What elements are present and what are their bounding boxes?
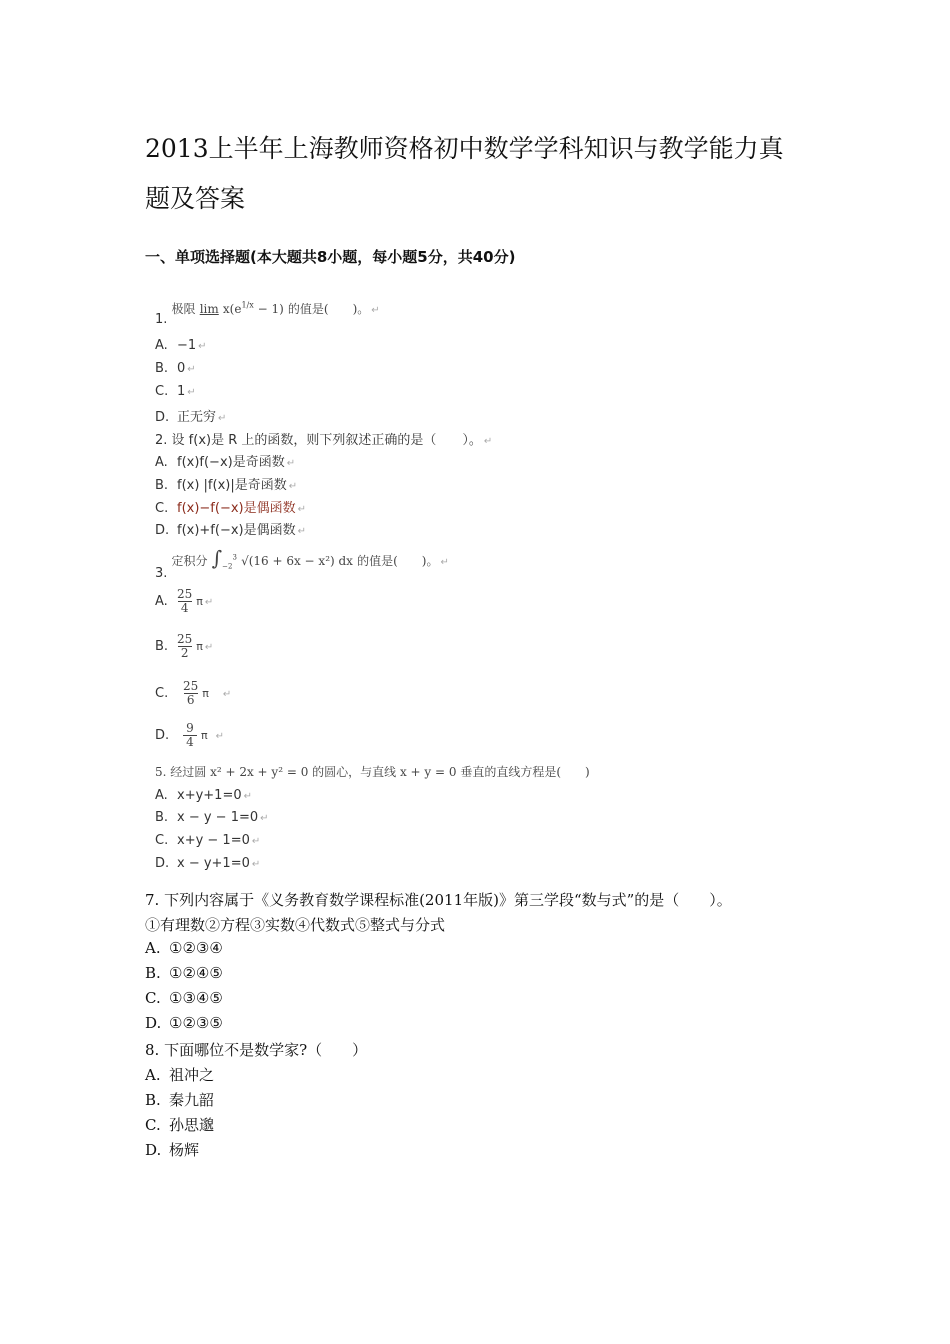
question-3-option-d: D. $\frac{9}{4}$ π ↵ <box>155 721 225 749</box>
question-3-text-b: 的值是( )。 <box>357 554 439 568</box>
question-8-option-d: D. 杨辉 <box>145 1141 200 1159</box>
question-1-stem: 1. 极限 $\lim x(e^{1/x} - 1)$ 的值是( )。 ↵ <box>155 300 380 327</box>
question-2-option-b: B. f(x) |f(x)|是奇函数 ↵ <box>155 478 298 493</box>
question-3-option-b: B. $\frac{25}{2}$ π ↵ <box>155 632 214 660</box>
question-3-stem: 3. 定积分 $\int_{-2}^3$ √(16 + 6x − x²) dx 的值是( )。 ↵ <box>155 546 449 581</box>
question-8-option-a: A. 祖冲之 <box>145 1066 215 1084</box>
question-1-option-d: D. 正无穷 ↵ <box>155 410 227 425</box>
question-3-integral-sign: ∫ <box>211 546 223 570</box>
question-2-option-d: D. f(x)+f(−x)是偶函数 ↵ <box>155 523 307 538</box>
question-5-option-b: B. x − y − 1=0 ↵ <box>155 810 269 825</box>
question-3-integrand: √(16 + 6x − x²) dx <box>241 554 353 568</box>
question-2-stem: 2. 设 f(x)是 R 上的函数，则下列叙述正确的是（ ）。 ↵ <box>155 433 493 448</box>
question-2-option-a: A. f(x)f(−x)是奇函数 ↵ <box>155 455 296 470</box>
question-5-option-d: D. x − y+1=0 ↵ <box>155 856 261 871</box>
question-3-option-c: C. $\frac{25}{6}$ π ↵ <box>155 679 232 707</box>
question-5-option-c: C. x+y − 1=0 ↵ <box>155 833 261 848</box>
section-heading: 一、单项选择题(本大题共8小题，每小题5分，共40分) <box>145 248 516 266</box>
question-5-option-a: A. x+y+1=0 ↵ <box>155 788 252 803</box>
question-1-option-a: A. −1 ↵ <box>155 338 207 353</box>
question-7-stem: 7. 下列内容属于《义务教育数学课程标准(2011年版)》第三学段“数与式”的是（ ）。 <box>145 891 732 909</box>
question-5-stem: 5. 经过圆 x² + 2x + y² = 0 的圆心，与直线 x + y = 0 垂直的直线方程是( ) <box>155 765 590 779</box>
document-title-line-1: 2013上半年上海教师资格初中数学学科知识与教学能力真 <box>145 134 784 163</box>
question-1-option-b: B. 0 ↵ <box>155 361 196 376</box>
question-8-option-c: C. 孙思邈 <box>145 1116 215 1134</box>
question-1-number: 1. <box>155 312 168 327</box>
question-1-expr: x(e <box>222 302 242 316</box>
question-1-limit: lim <box>199 302 219 316</box>
question-8-option-b: B. 秦九韶 <box>145 1091 215 1109</box>
question-3-option-a: A. $\frac{25}{4}$ π ↵ <box>155 587 214 615</box>
question-1-text-b: 的值是( )。 <box>287 302 370 316</box>
question-3-number: 3. <box>155 566 168 581</box>
question-1-expr-b: − 1) <box>253 302 284 316</box>
question-1-text-a: 极限 <box>171 302 196 316</box>
question-7-option-a: A. ①②③④ <box>145 939 223 957</box>
question-7-option-c: C. ①③④⑤ <box>145 989 223 1007</box>
question-2-option-c: C. f(x)−f(−x)是偶函数 ↵ <box>155 501 307 516</box>
question-3-text-a: 定积分 <box>171 554 208 568</box>
question-7-list: ①有理数②方程③实数④代数式⑤整式与分式 <box>145 916 446 934</box>
document-title-line-2: 题及答案 <box>145 184 246 213</box>
question-1-option-c: C. 1 ↵ <box>155 384 196 399</box>
question-8-stem: 8. 下面哪位不是数学家?（ ） <box>145 1041 368 1059</box>
question-7-option-d: D. ①②③⑤ <box>145 1014 223 1032</box>
question-7-option-b: B. ①②④⑤ <box>145 964 223 982</box>
